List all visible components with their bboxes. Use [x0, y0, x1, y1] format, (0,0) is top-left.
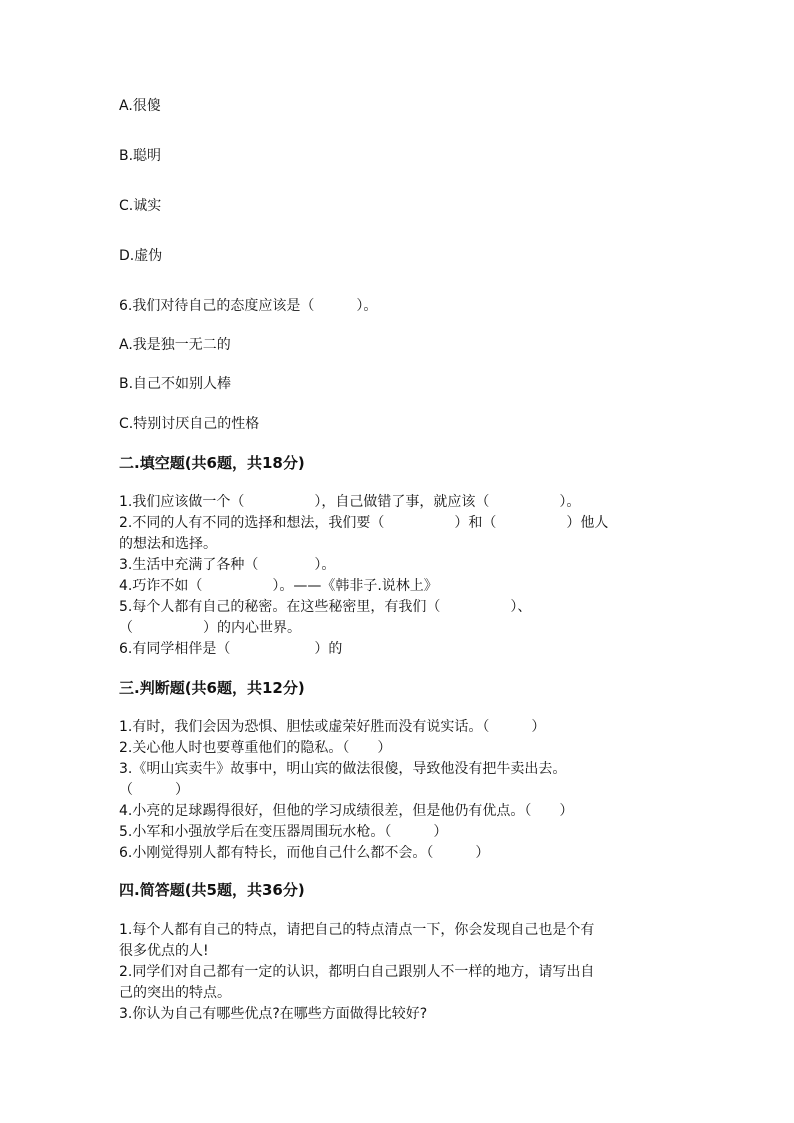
section2-line-7: （ ）的内心世界。: [119, 620, 301, 636]
section3-line-4: （ ）: [119, 782, 189, 798]
section4-line-2: 很多优点的人!: [119, 943, 209, 959]
section4-line-3: 2.同学们对自己都有一定的认识，都明白自己跟别人不一样的地方，请写出自: [119, 964, 595, 980]
q5-option-b: B.聪明: [119, 148, 162, 164]
section4-line-4: 己的突出的特点。: [119, 985, 231, 1001]
q6-stem: 6.我们对待自己的态度应该是（ ）。: [119, 298, 378, 314]
section4-line-1: 1.每个人都有自己的特点，请把自己的特点清点一下，你会发现自己也是个有: [119, 922, 595, 938]
section3-line-6: 5.小军和小强放学后在变压器周围玩水枪。（ ）: [119, 824, 448, 840]
section2-heading: 二.填空题(共6题，共18分): [119, 454, 305, 472]
q5-option-c: C.诚实: [119, 198, 162, 214]
section2-line-1: 1.我们应该做一个（ ），自己做错了事，就应该（ ）。: [119, 494, 581, 510]
section2-line-3: 的想法和选择。: [119, 536, 217, 552]
section3-line-1: 1.有时，我们会因为恐惧、胆怯或虚荣好胜而没有说实话。（ ）: [119, 719, 546, 735]
section2-line-5: 4.巧诈不如（ ）。——《韩非子.说林上》: [119, 578, 438, 594]
q6-option-a: A.我是独一无二的: [119, 337, 231, 353]
section4-line-5: 3.你认为自己有哪些优点?在哪些方面做得比较好?: [119, 1006, 428, 1022]
section3-heading: 三.判断题(共6题，共12分): [119, 679, 305, 697]
section3-line-5: 4.小亮的足球踢得很好，但他的学习成绩很差，但是他仍有优点。（ ）: [119, 803, 574, 819]
q5-option-a: A.很傻: [119, 98, 161, 114]
section2-line-4: 3.生活中充满了各种（ ）。: [119, 557, 336, 573]
section3-line-7: 6.小刚觉得别人都有特长，而他自己什么都不会。（ ）: [119, 845, 490, 861]
section2-line-8: 6.有同学相伴是（ ）的: [119, 641, 343, 657]
q5-option-d: D.虚伪: [119, 248, 163, 264]
section3-line-3: 3.《明山宾卖牛》故事中，明山宾的做法很傻，导致他没有把牛卖出去。: [119, 761, 567, 777]
section3-line-2: 2.关心他人时也要尊重他们的隐私。（ ）: [119, 740, 392, 756]
q6-option-c: C.特别讨厌自己的性格: [119, 416, 260, 432]
section2-line-6: 5.每个人都有自己的秘密。在这些秘密里，有我们（ ）、: [119, 599, 532, 615]
q6-option-b: B.自己不如别人棒: [119, 376, 232, 392]
section4-heading: 四.简答题(共5题，共36分): [119, 881, 305, 899]
section2-line-2: 2.不同的人有不同的选择和想法，我们要（ ）和（ ）他人: [119, 515, 609, 531]
